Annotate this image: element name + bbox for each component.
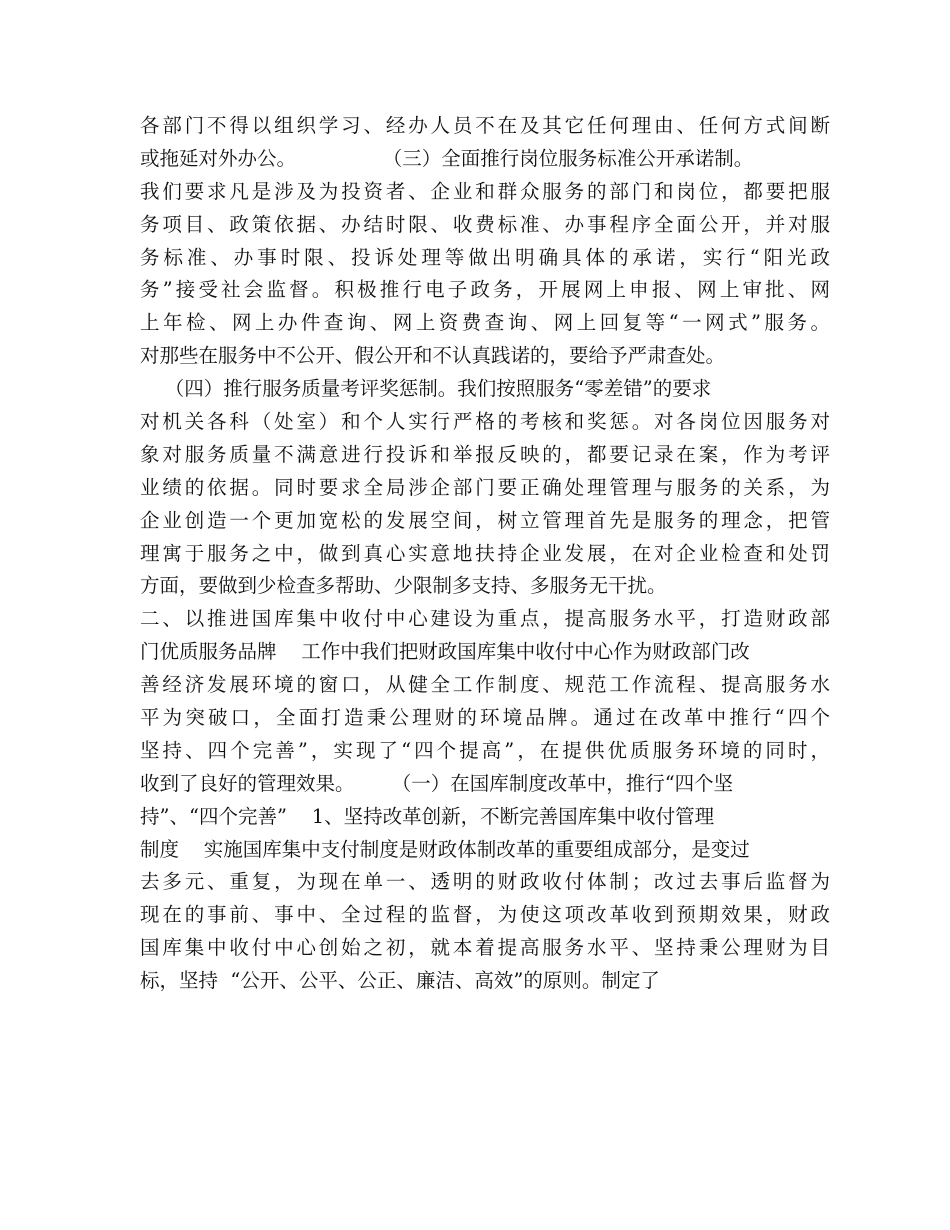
text-line: 标，坚持 “公开、公平、公正、廉洁、高效”的原则。制定了 [140, 969, 660, 993]
text-line: 对那些在服务中不公开、假公开和不认真践诺的，要给予严肃查处。 [140, 344, 726, 368]
text-line: 国库集中收付中心创始之初，就本着提高服务水平、坚持秉公理财为目 [140, 936, 830, 960]
text-line: 务项目、政策依据、办结时限、收费标准、办事程序全面公开，并对服 [140, 212, 830, 236]
text-line: 业绩的依据。同时要求全局涉企部门要正确处理管理与服务的关系，为 [140, 475, 830, 499]
text-line: 理寓于服务之中，做到真心实意地扶持企业发展，在对企业检查和处罚 [140, 541, 830, 565]
text-line: 现在的事前、事中、全过程的监督，为使这项改革收到预期效果，财政 [140, 903, 830, 927]
text-line: 务”接受社会监督。积极推行电子政务，开展网上申报、网上审批、网 [140, 278, 830, 302]
text-line: 我们要求凡是涉及为投资者、企业和群众服务的部门和岗位，都要把服 [140, 179, 830, 203]
text-line: 象对服务质量不满意进行投诉和举报反映的，都要记录在案，作为考评 [140, 442, 830, 466]
text-line: 去多元、重复，为现在单一、透明的财政收付体制；改过去事后监督为 [140, 870, 830, 894]
text-line: 务标准、办事时限、投诉处理等做出明确具体的承诺，实行“阳光政 [140, 245, 830, 269]
text-line: 制度 实施国库集中支付制度是财政体制改革的重要组成部分，是变过 [140, 837, 750, 861]
text-line: 善经济发展环境的窗口，从健全工作制度、规范工作流程、提高服务水 [140, 673, 830, 697]
text-line: 平为突破口，全面打造秉公理财的环境品牌。通过在改革中推行“四个 [140, 706, 830, 730]
text-line: 方面，要做到少检查多帮助、少限制多支持、多服务无干扰。 [140, 574, 667, 598]
text-line: 坚持、四个完善”，实现了“四个提高”，在提供优质服务环境的同时， [140, 738, 830, 762]
text-line: 上年检、网上办件查询、网上资费查询、网上回复等“一网式”服务。 [140, 311, 830, 335]
text-line: 门优质服务品牌 工作中我们把财政国库集中收付中心作为财政部门改 [140, 640, 750, 664]
text-line: （四）推行服务质量考评奖惩制。我们按照服务“零差错”的要求 [140, 377, 712, 401]
text-line: 二、以推进国库集中收付中心建设为重点，提高服务水平，打造财政部 [140, 607, 830, 631]
text-line: 或拖延对外办公。 （三）全面推行岗位服务标准公开承诺制。 [140, 146, 754, 170]
text-line: 企业创造一个更加宽松的发展空间，树立管理首先是服务的理念，把管 [140, 508, 830, 532]
text-line: 各部门不得以组织学习、经办人员不在及其它任何理由、任何方式间断 [140, 114, 830, 137]
text-line: 对机关各科（处室）和个人实行严格的考核和奖惩。对各岗位因服务对 [140, 410, 830, 434]
text-line: 持”、“四个完善” 1、坚持改革创新，不断完善国库集中收付管理 [140, 804, 715, 828]
text-line: 收到了良好的管理效果。 （一）在国库制度改革中，推行“四个坚 [140, 771, 734, 795]
body-text [140, 110, 830, 998]
